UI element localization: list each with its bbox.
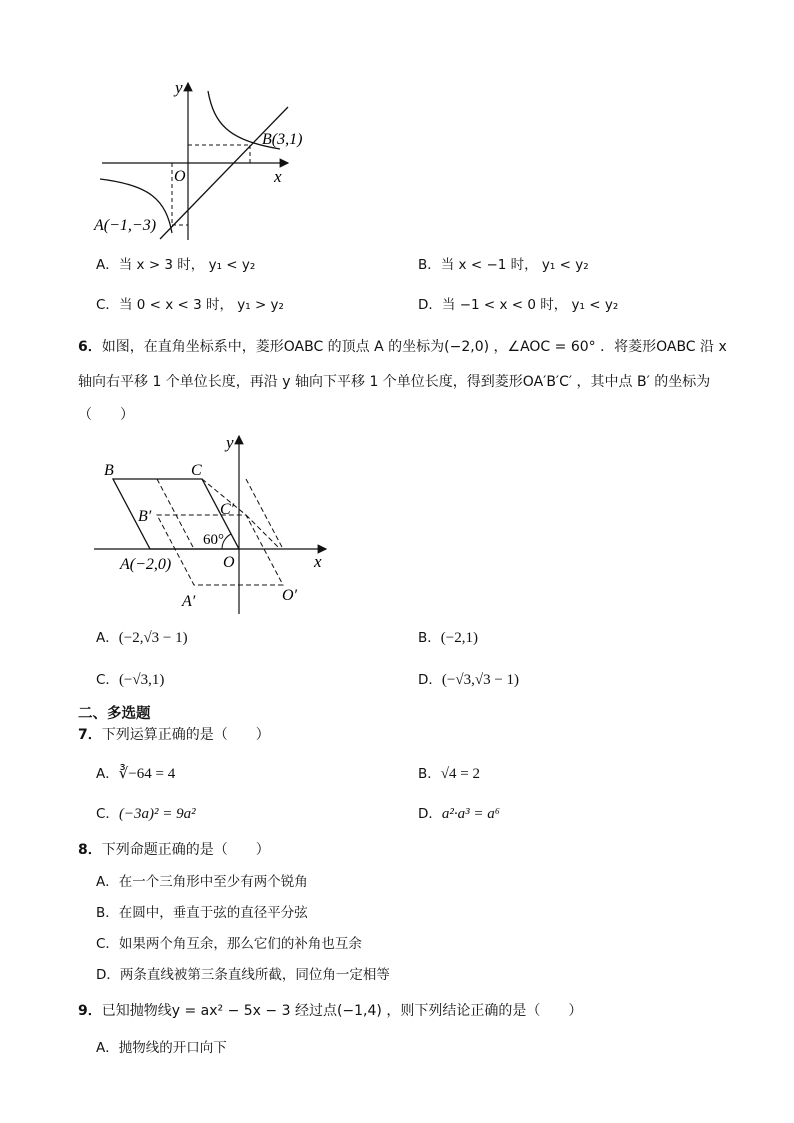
point-b-label: B(3,1): [262, 131, 303, 148]
option-text: (−2,√3 − 1): [118, 630, 188, 646]
q6-figure: [90, 430, 340, 620]
q5-option-b[interactable]: [418, 255, 589, 275]
option-label: C．: [96, 297, 119, 313]
option-text: (−2,1): [440, 630, 478, 646]
vertex-c-label: C: [191, 462, 202, 479]
question-number: 6．: [78, 339, 102, 355]
vertex-cprime-label: C′: [220, 501, 235, 518]
question-number: 9．: [78, 1003, 102, 1019]
question-number: 7．: [78, 727, 102, 743]
origin-label: O: [223, 554, 235, 571]
option-label: D．: [418, 806, 442, 822]
q5-option-d[interactable]: [418, 295, 618, 315]
option-label: A．: [96, 257, 119, 273]
q6-text-1: 如图，在直角坐标系中，菱形OABC 的顶点 A 的坐标为(−2,0) ，∠AOC = 60° ．将菱形OABC 沿 x: [101, 339, 727, 355]
option-label: D．: [418, 297, 442, 313]
y-axis-label: y: [226, 433, 234, 452]
section-title: 二、多选题: [78, 706, 151, 722]
q7-option-d[interactable]: [418, 804, 500, 824]
option-text: 当 x > 3 时， y₁ < y₂: [118, 257, 256, 273]
q7-option-b[interactable]: [418, 764, 480, 784]
option-text: (−3a)² = 9a²: [118, 806, 196, 822]
q6-stem-line3: [78, 405, 134, 425]
option-text: a²·a³ = a⁶: [441, 806, 500, 822]
dash-extra-2: [157, 479, 194, 549]
vertex-aprime-label: A′: [182, 593, 196, 610]
q9-option-a[interactable]: A．抛物线的开口向下: [96, 1040, 227, 1056]
q8-option-b[interactable]: B．在圆中，垂直于弦的直径平分弦: [96, 905, 308, 921]
option-text: √4 = 2: [440, 766, 480, 782]
q9-text: 已知抛物线y = ax² − 5x − 3 经过点(−1,4) ，则下列结论正确的是（ ）: [101, 1003, 583, 1019]
rhombus-translated: [157, 515, 283, 585]
x-axis-label: x: [274, 167, 282, 186]
option-text: 当 x < −1 时， y₁ < y₂: [440, 257, 589, 273]
q6-option-d[interactable]: [418, 670, 519, 690]
option-label: A．: [96, 630, 119, 646]
q7-stem: [78, 725, 270, 745]
option-label: B．: [418, 766, 441, 782]
q6-text-2: 轴向右平移 1 个单位长度，再沿 y 轴向下平移 1 个单位长度，得到菱形OA′B′C′ ，其中点 B′ 的坐标为: [78, 374, 711, 390]
q9-stem: [78, 1001, 582, 1021]
option-label: B．: [418, 630, 441, 646]
q8-option-a[interactable]: A．在一个三角形中至少有两个锐角: [96, 874, 308, 890]
q5-option-a[interactable]: [96, 255, 255, 275]
x-axis-label: x: [314, 552, 322, 571]
option-text: ∛−64 = 4: [118, 766, 176, 782]
q6-option-a[interactable]: [96, 628, 188, 648]
option-label: D．: [418, 672, 442, 688]
vertex-bprime-label: B′: [138, 508, 152, 525]
vertex-a-label: A(−2,0): [120, 556, 172, 573]
angle-label: 60°: [203, 532, 224, 548]
option-label: B．: [418, 257, 441, 273]
y-axis-label: y: [175, 78, 183, 97]
origin-label: O: [174, 168, 186, 185]
q6-stem-line1: [78, 337, 727, 357]
q5-option-c[interactable]: [96, 295, 284, 315]
option-label: C．: [96, 806, 119, 822]
dash-extra-1: [246, 515, 280, 549]
option-text: (−√3,√3 − 1): [441, 672, 520, 688]
q7-option-c[interactable]: [96, 804, 196, 824]
option-text: (−√3,1): [118, 672, 165, 688]
q7-option-a[interactable]: [96, 764, 175, 784]
option-label: C．: [96, 672, 119, 688]
q5-figure: [90, 75, 330, 245]
q8-stem: [78, 840, 270, 860]
option-text: 当 −1 < x < 0 时， y₁ < y₂: [441, 297, 619, 313]
question-number: 8．: [78, 842, 102, 858]
vertex-b-label: B: [104, 462, 114, 479]
q8-text: 下列命题正确的是（ ）: [101, 842, 270, 858]
q8-option-d[interactable]: D．两条直线被第三条直线所截，同位角一定相等: [96, 967, 390, 983]
q7-text: 下列运算正确的是（ ）: [101, 727, 270, 743]
vertex-oprime-label: O′: [282, 587, 298, 604]
dash-extra-3: [246, 479, 283, 549]
q6-option-c[interactable]: [96, 670, 164, 690]
option-text: 当 0 < x < 3 时， y₁ > y₂: [118, 297, 284, 313]
option-label: A．: [96, 766, 119, 782]
q8-option-c[interactable]: C．如果两个角互余，那么它们的补角也互余: [96, 936, 362, 952]
q6-stem-line2: [78, 372, 710, 392]
answer-blank: （ ）: [78, 407, 134, 423]
q6-option-b[interactable]: [418, 628, 478, 648]
point-a-label: A(−1,−3): [94, 217, 157, 234]
